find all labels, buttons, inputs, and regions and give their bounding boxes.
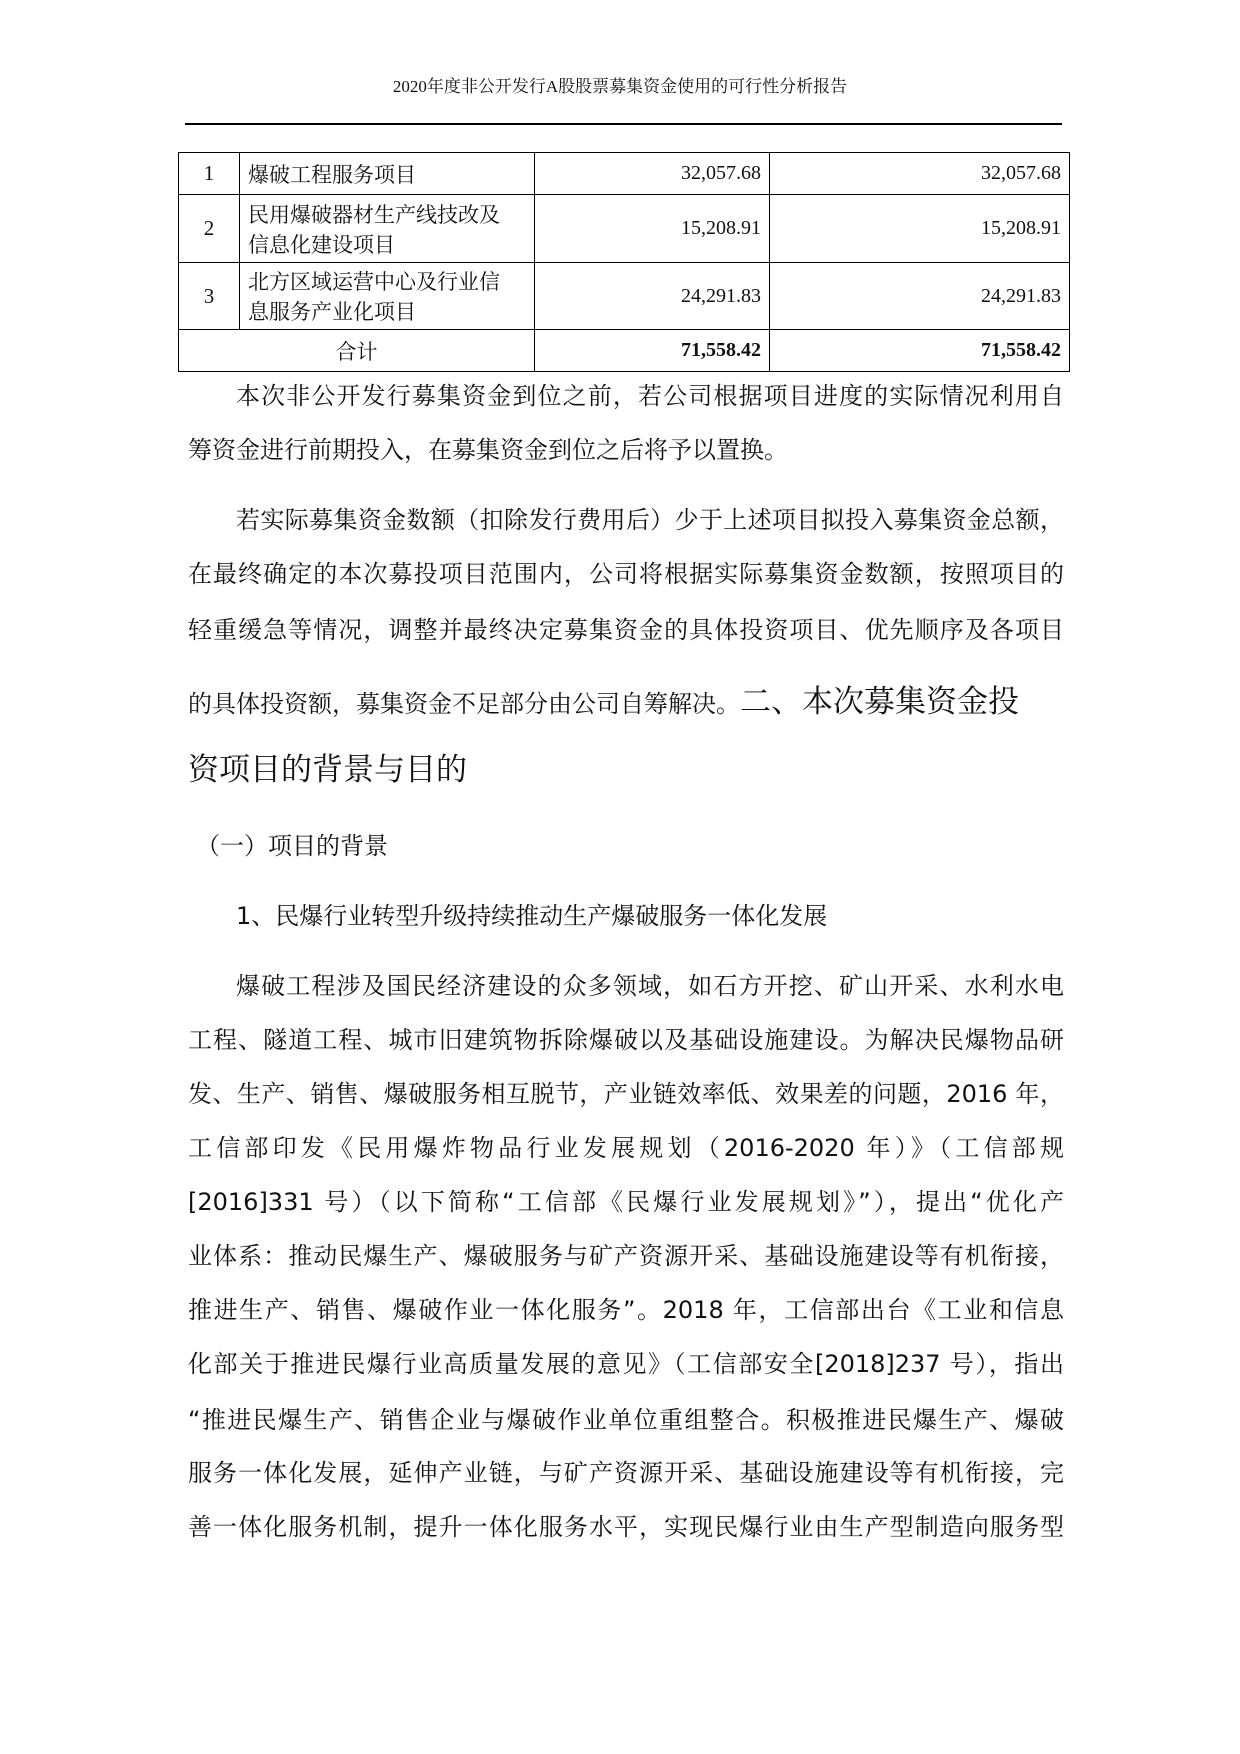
paragraph-line: 推进生产、销售、爆破作业一体化服务”。2018 年，工信部出台《工业和信息 — [188, 1296, 1064, 1324]
page-header: 2020年度非公开发行A股股票募集资金使用的可行性分析报告 — [392, 77, 848, 96]
paragraph-line: 化部关于推进民爆行业高质量发展的意见》（工信部安全[2018]237 号），指出 — [188, 1350, 1064, 1378]
row-index: 2 — [179, 195, 240, 263]
raised-funds: 32,057.68 — [770, 153, 1070, 195]
raised-funds: 24,291.83 — [770, 263, 1070, 330]
section-heading: 资项目的背景与目的 — [188, 752, 467, 788]
paragraph-line: 本次非公开发行募集资金到位之前，若公司根据项目进度的实际情况利用自 — [236, 382, 1064, 410]
subsection-heading: （一）项目的背景 — [196, 832, 388, 860]
total-a: 71,558.42 — [535, 330, 770, 372]
header-rule — [185, 123, 1062, 125]
paragraph-line: 服务一体化发展，延伸产业链，与矿产资源开采、基础设施建设等有机衔接，完 — [188, 1459, 1064, 1487]
paragraph-line: “推进民爆生产、销售企业与爆破作业单位重组整合。积极推进民爆生产、爆破 — [188, 1406, 1064, 1434]
total-label: 合计 — [179, 330, 535, 372]
total-investment: 32,057.68 — [535, 153, 770, 195]
project-name: 爆破工程服务项目 — [240, 153, 535, 195]
row-index: 3 — [179, 263, 240, 330]
total-investment: 24,291.83 — [535, 263, 770, 330]
paragraph-line: 工信部印发《民用爆炸物品行业发展规划（2016-2020 年）》（工信部规 — [188, 1134, 1064, 1162]
paragraph-line: 在最终确定的本次募投项目范围内，公司将根据实际募集资金数额，按照项目的 — [188, 560, 1064, 588]
table-row — [179, 195, 1070, 263]
funding-table — [178, 152, 1070, 372]
paragraph-line: 善一体化服务机制，提升一体化服务水平，实现民爆行业由生产型制造向服务型 — [188, 1513, 1064, 1541]
table-total-row — [179, 330, 1070, 372]
subsubsection-heading: 1、民爆行业转型升级持续推动生产爆破服务一体化发展 — [236, 902, 828, 930]
total-investment: 15,208.91 — [535, 195, 770, 263]
table-row — [179, 263, 1070, 330]
paragraph-line: 筹资金进行前期投入，在募集资金到位之后将予以置换。 — [188, 436, 788, 464]
paragraph-line: 发、生产、销售、爆破服务相互脱节，产业链效率低、效果差的问题，2016 年， — [188, 1080, 1064, 1108]
section-heading: 二、本次募集资金投 — [740, 684, 1019, 720]
table-row — [179, 153, 1070, 195]
paragraph-line: 轻重缓急等情况，调整并最终决定募集资金的具体投资项目、优先顺序及各项目 — [188, 616, 1064, 644]
paragraph-line: [2016]331 号）（以下简称“工信部《民爆行业发展规划》”），提出“优化产 — [188, 1188, 1064, 1216]
project-name: 民用爆破器材生产线技改及 信息化建设项目 — [240, 195, 535, 263]
paragraph-line: 业体系：推动民爆生产、爆破服务与矿产资源开采、基础设施建设等有机衔接， — [188, 1242, 1064, 1270]
row-index: 1 — [179, 153, 240, 195]
paragraph-line: 的具体投资额，募集资金不足部分由公司自筹解决。二、本次募集资金投 — [188, 684, 1019, 720]
paragraph-line: 若实际募集资金数额（扣除发行费用后）少于上述项目拟投入募集资金总额， — [236, 506, 1064, 534]
raised-funds: 15,208.91 — [770, 195, 1070, 263]
project-name: 北方区域运营中心及行业信 息服务产业化项目 — [240, 263, 535, 330]
paragraph-line: 爆破工程涉及国民经济建设的众多领域，如石方开挖、矿山开采、水利水电 — [236, 972, 1064, 1000]
paragraph-line: 工程、隧道工程、城市旧建筑物拆除爆破以及基础设施建设。为解决民爆物品研 — [188, 1026, 1064, 1054]
total-b: 71,558.42 — [770, 330, 1070, 372]
